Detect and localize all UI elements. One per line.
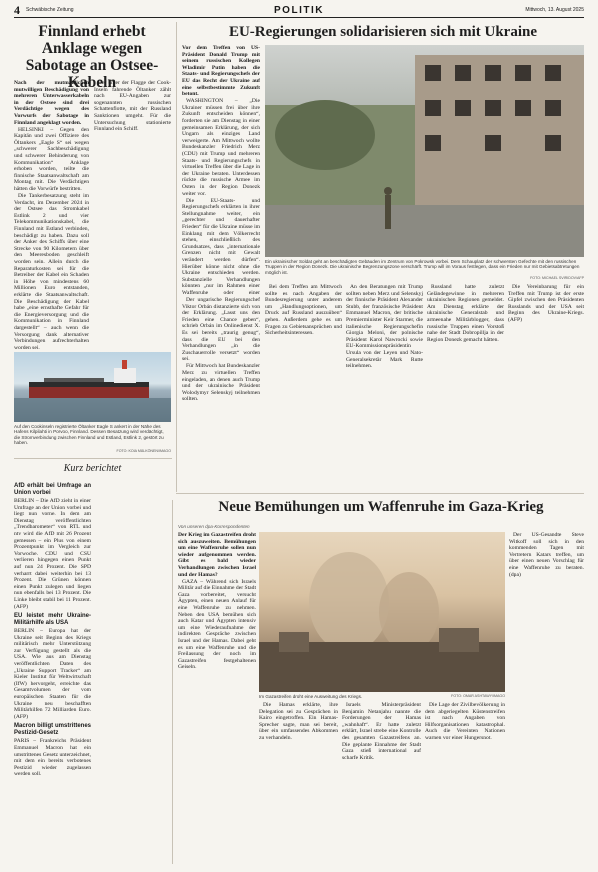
section-title: POLITIK [274, 5, 324, 16]
ukraine-credit: FOTO: MICHAEL SVIRIDOV/AFP [530, 276, 584, 280]
ruins-image [265, 45, 584, 257]
ukraine-col-2 [265, 284, 342, 492]
ukraine-col-1 [182, 45, 260, 295]
gaza-paragraph: Israels Ministerpräsident Benjamin Netanjahu nannte die Forderungen der Hamas „wahnhaft“. Er hatte zuletzt erklärt, Israel strebe eine Kontrolle des gesamten Gazastreifens an. Die geplante Einnahme der Stadt Gaza stieß international auf scharfe Kritik. [342, 702, 421, 761]
ukraine-headline: EU-Regierungen solidarisieren sich mit Ukraine [228, 24, 538, 40]
kurz-item-head: AfD erhält bei Umfrage an Union vorbei [14, 483, 91, 496]
column-divider [176, 22, 177, 492]
column-divider [172, 500, 173, 864]
gaza-col-4 [425, 702, 505, 865]
kurz-item-body: PARIS – Frankreichs Präsident Emmanuel Macron hat ein umstrittenes Gesetz unterzeichnet, mit dem ein bereits verbotenes Pestizid wieder zugelassen werden soll. [14, 738, 91, 778]
ukraine-paragraph: Für Mittwoch hat Bundeskanzler Merz zu virtuellen Treffen eingeladen, an denen auch Trump und der ukrainische Präsident Wolodymyr Selenskyj teilnehmen sollten. [182, 363, 260, 403]
gaza-col-2 [259, 702, 338, 865]
ukraine-lead: Vor dem Treffen von US-Präsident Donald Trump mit seinem russischen Kollegen Wladimir Putin haben die Staats- und Regierungschefs der EU das Recht der Ukraine auf eine selbstbestimmte Zukunft betont. [182, 45, 260, 98]
gaza-col-5 [509, 532, 584, 865]
kurz-item-head: EU leistet mehr Ukraine-Militärhilfe als USA [14, 613, 91, 627]
kurz-col-1 [14, 480, 91, 865]
gaza-headline: Neue Bemühungen um Waffenruhe im Gaza-Krieg [218, 499, 544, 515]
finland-paragraph: HELSINKI – Gegen den Kapitän und zwei Offiziere des Öltankers „Eagle S“ sei wegen „schwerer Sachbeschädigung und schwerer Behinderung von Kommunikation“ Anklage erhoben worden, teilte die finnische Staatsanwaltschaft am Montag mit. Die Verdächtigen hätten die Vorwürfe bestritten. [14, 126, 89, 192]
ukraine-paragraph: An den Beratungen mit Trump sollten neben Merz und Selenskyj der finnische Präsident Alexander Stubb, der französische Präsident Emmanuel Macron, der britische Premierminister Keir Starmer, die italienische Regierungschefin Giorgia Meloni, der polnische Präsident Karol Nawrocki sowie EU-Kommissionspräsidentin Ursula von der Leyen und Nato-Generalsekretär Mark Rutte teilnehmen. [346, 284, 423, 370]
gaza-byline: Von unseren dpa-Korrespondenten [178, 524, 250, 529]
section-divider [176, 493, 584, 494]
finland-headline: Finnland erhebt Anklage wegen Sabotage an Ostsee-Kabeln [25, 23, 159, 91]
finland-caption: Auf den Cookinseln registrierte Öltanker Eagle S ankert in der Nähe des Hafens Kilpilahti in Porvoo, Finnland. Dessen Besatzung wird verdächtigt, die Stromverbindung zwischen Finnland und Estland, Estlink 2, gestört zu haben. [14, 424, 164, 446]
page-number: 4 [14, 3, 20, 17]
ukraine-col-1b [182, 297, 260, 491]
gaza-paragraph: Der US-Gesandte Steve Witkoff soll sich in den kommenden Tagen mit Vertretern Katars treffen, um über einen neuen Vorschlag für eine Waffenruhe zu beraten. (dpa) [509, 532, 584, 578]
kurz-item-body: BERLIN – Europa hat der Ukraine seit Beginn des Kriegs militärisch mehr Unterstützung zur Verfügung gestellt als die USA. Wie aus am Dienstag veröffentlichten Daten des „Ukraine Support Tracker“ am Kieler Institut für Weltwirtschaft (IfW) hervorgeht, erreichte das Gesamtvolumen der vom europäischen Staaten für die Ukraine neu beschafften Militärhilfen 72 Milliarden Euro. (AFP) [14, 628, 91, 720]
finland-paragraph: Der unter der Flagge der Cook-Inseln fahrende Öltanker zählt nach EU-Angaben zur sogenannten russischen Schattenflotte, mit der Russland Sanktionen umgeht. Für die Untersuchung stationierte Finnland ein Schiff. [94, 80, 171, 133]
gaza-col-3 [342, 702, 421, 865]
ukraine-paragraph: Die EU-Staats- und Regierungschefs erklärten in ihrer Stellungnahme weiter, ein „gerechter und dauerhafter Frieden“ für die Ukraine müsse im Einklang mit dem Völkerrecht stehen, einschließlich des Grundsatzes, dass „internationale Grenzen nicht mit Gewalt verändert werden dürfen“. Hierüber könne nicht ohne die Ukraine entschieden werden. Substanzielle Verhandlungen könnten „nur im Rahmen einer Waffenruhe oder einer [182, 197, 260, 295]
kurz-item-head: Macron billigt umstrittenes Pestizid-Gesetz [14, 723, 91, 737]
ukraine-paragraph: WASHINGTON – „Die Ukrainer müssen frei über ihre Zukunft entscheiden können“, forderten sie am Dienstag in einer gemeinsamen Erklärung, der sich Ungarn als einziges Land verweigerte. Am Mittwoch wollte Bundeskanzler Friedrich Merz (CDU) mit Trump und mehreren Staats- und Regierungschefs in virtuellen Treffen über die Lage in der Ukraine beraten. Unterdessen rückte die russische Armee im Osten in der Region Donezk weiter vor. [182, 98, 260, 197]
smoke-image [259, 532, 505, 692]
gaza-photo [259, 532, 505, 692]
kurz-item-body: BERLIN – Die AfD zieht in einer Umfrage an der Union vorbei und liegt nun vorne. In dem am Dienstag veröffentlichten „Trendbarometer“ von RTL und ntv wird die AfD mit 26 Prozent gemessen – ein Plus von einem Prozentpunkt im Vergleich zur Vorwoche. CDU und CSU verlieren hingegen einen Punkt auf nun 24 Prozent. Die SPD verharrt dabei weiterhin bei 13 Prozent. Die Grünen können einen Punkt zulegen und liegen nun ebenfalls bei 13 Prozent. Die Linke bleibt stabil bei 11 Prozent. (AFP) [14, 498, 91, 610]
ukraine-col-4 [427, 284, 504, 492]
gaza-col-1 [178, 532, 256, 865]
kurz-title: Kurz berichtet [63, 463, 122, 474]
ukraine-paragraph: Bei dem Treffen am Mittwoch sollte es nach Angaben der Bundesregierung unter anderem um „Handlungsoptionen, um Druck auf Russland auszuüben“ gehen. Außerdem gehe es um Fragen zu Gebietsansprüchen und Sicherheitsinteressen. [265, 284, 342, 337]
finland-credit: FOTO: KOIA MÄLKÖNEN/IMAGO [116, 449, 171, 453]
kurz-divider [14, 458, 172, 459]
ukraine-caption: Ein ukrainischer Soldat geht an beschädigten Gebäuden im Zentrum von Pokrowsk vorbei. Dem Schauplatz der schwersten Gefechte mit den russischen Truppen in der Region Donezk. Die ukrainische Begrenzungszone verschärft. Trump will im Voraus festlegen, dass ein Frieden nur mit Gebietsabtretungen möglich ist. [265, 259, 580, 275]
gaza-paragraph: Die Hamas erklärte, ihre Delegation sei zu Gesprächen in Kairo eingetroffen. Ein Hamas-Sprecher sagte, man sei bereit, über ein umfassendes Abkommen zu verhandeln. [259, 702, 338, 741]
tanker-photo [14, 352, 171, 422]
ukraine-paragraph: Die Vereinbarung für ein Treffen mit Trump ist der erste Gipfel zwischen den Präsidenten Russlands und der USA seit Beginn des Ukraine-Kriegs. (AFP) [508, 284, 584, 323]
issue-date: Mittwoch, 13. August 2025 [525, 7, 584, 13]
gaza-photo-credit: FOTO: OMAR ASHTAWY/IMAGO [451, 694, 505, 698]
finland-paragraph: Die Tankerbesatzung steht im Verdacht, im Dezember 2024 in der Ostsee das Stromkabel Estlink 2 und vier Telekommunikationskabel, die Finnland mit Estland verbinden, beschädigt zu haben. Dazu soll der Anker des Schiffs über eine Strecke von 90 Kilometern über den Meeresboden geschleift worden sein. Allein durch die Reparaturkosten sei für die Betreiber der Kabel ein Schaden in Höhe von mindestens 60 Millionen Euro entstanden, erklärte die Staatsanwaltschaft. Die Beschädigung der Kabel habe „eine ernsthafte Gefahr für die Energieversorgung und die Kommunikation in Finnland dargestellt“ – auch wenn die Versorgung dank alternativer Verbindungen aufrechterhalten worden sei. [14, 193, 89, 351]
tanker-image [14, 352, 171, 422]
soldier-photo [265, 45, 584, 257]
gaza-lead: Der Krieg im Gazastreifen droht sich auszuweiten. Bemühungen um eine Waffenruhe sollen nun wieder aufgenommen werden. Gibt es bald wieder Verhandlungen zwischen Israel und der Hamas? [178, 532, 256, 578]
page-header [14, 4, 584, 18]
gaza-paragraph: GAZA – Während sich Israels Militär auf die Einnahme der Stadt Gaza vorbereitet, versucht Ägypten, einen neuen Anlauf für eine Waffenruhe zu nehmen. Neben den USA bemühen sich auch Katar und Ägypten intensiv um eine Wiederaufnahme der indirekten Gespräche zwischen Israel und der Hamas. Dabei geht es um eine Waffenruhe und die Freilassung der noch im Gazastreifen festgehaltenen Geiseln. [178, 578, 256, 671]
ukraine-paragraph: Russland hatte zuletzt Geländegewinne in mehreren ukrainischen Regionen gemeldet. Am Dienstag erklärte der ukrainische Generalstab und armeenahe Militärblogger, dass russische Truppen einen Vorstoß nahe der Stadt Dobropillja in der Region Donezk gemacht hätten. [427, 284, 504, 343]
gaza-photo-caption: Im Gazastreifen droht eine Ausweitung des Kriegs. [259, 694, 363, 699]
newspaper-name: Schwäbische Zeitung [26, 7, 74, 13]
finland-lead: Nach der mutmaßlichen mutwilligen Beschädigung von mehreren Unterwasserkabeln in der Ostsee sind drei Verdächtige wegen des Vorwurfs der Sabotage in Finnland angeklagt worden. [14, 80, 89, 126]
gaza-paragraph: Die Lage der Zivilbevölkerung in dem abgeriegelten Küstenstreifen ist nach Angaben von Hilfsorganisationen katastrophal. Auch die Vereinten Nationen warnen vor einer Hungersnot. [425, 702, 505, 741]
ukraine-col-5 [508, 284, 584, 492]
ukraine-col-3 [346, 284, 423, 492]
ukraine-paragraph: Der ungarische Regierungschef Viktor Orbán distanzierte sich von der Erklärung. „Lasst uns den Frieden eine Chance geben“, schrieb Orbán im Onlinedienst X. Es sei bereits „traurig genug“, dass die EU bei den Verhandlungen „in die Zuschauerrolle versetzt“ worden sei. [182, 297, 260, 363]
